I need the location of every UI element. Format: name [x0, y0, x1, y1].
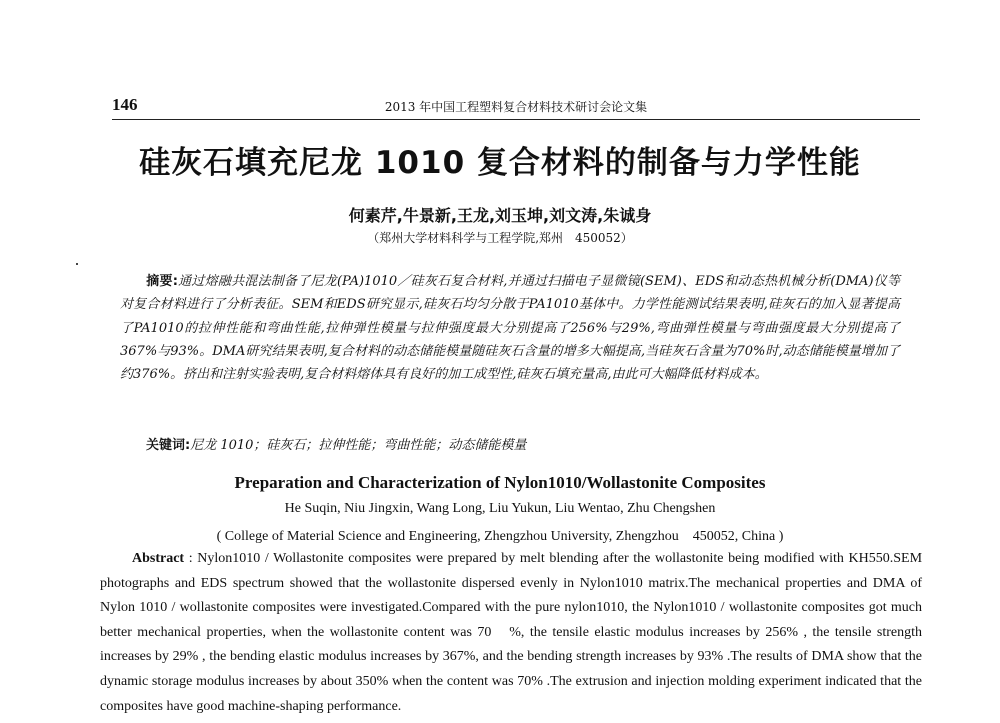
- english-abstract-label: Abstract: [132, 551, 185, 566]
- english-title: Preparation and Characterization of Nylon1010/Wollastonite Composites: [234, 473, 766, 492]
- chinese-affiliation: （郑州大学材料科学与工程学院,郑州 450052）: [367, 231, 633, 245]
- chinese-abstract-label: 摘要:: [146, 274, 178, 289]
- margin-speck: [76, 263, 78, 265]
- english-affiliation: ( College of Material Science and Engineering, Zhengzhou University, Zhengzhou 450052, China ): [216, 529, 784, 544]
- running-head: [112, 95, 920, 120]
- chinese-title: 硅灰石填充尼龙 1010 复合材料的制备与力学性能: [139, 145, 861, 181]
- chinese-authors: 何素芹,牛景新,王龙,刘玉坤,刘文涛,朱诚身: [348, 206, 652, 225]
- chinese-abstract: [120, 270, 900, 386]
- page-number: 146: [112, 95, 138, 114]
- english-authors: He Suqin, Niu Jingxin, Wang Long, Liu Yukun, Liu Wentao, Zhu Chengshen: [284, 501, 716, 516]
- chinese-abstract-text: 通过熔融共混法制备了尼龙(PA)1010／硅灰石复合材料,并通过扫描电子显微镜(SEM)、EDS和动态热机械分析(DMA)仪等对复合材料进行了分析表征。SEM和EDS研究显示,硅灰石均匀分散于PA1010基体中。力学性能测试结果表明,硅灰石的加入显著提高了PA1010的拉伸性能和弯曲性能,拉伸弹性模量与拉伸强度最大分别提高了256%与29%,弯曲弹性模量与弯曲强度最大分别提高了367%与93%。DMA研究结果表明,复合材料的动态储能模量随硅灰石含量的增多大幅提高,当硅灰石含量为70%时,动态储能模量增加了约376%。挤出和注射实验表明,复合材料熔体具有良好的加工成型性,硅灰石填充量高,由此可大幅降低材料成本。: [120, 274, 900, 383]
- english-abstract: [100, 547, 922, 719]
- chinese-keywords-text: 尼龙 1010；硅灰石；拉伸性能；弯曲性能；动态储能模量: [190, 438, 527, 453]
- english-abstract-text: : Nylon1010 / Wollastonite composites were prepared by melt blending after the wollastonite being modified with KH550.SEM photographs and EDS spectrum showed that the wollastonite dispersed evenly in Nylon1010 matrix.The mechanical properties and DMA of Nylon 1010 / wollastonite composites were investigated.Compared with the pure nylon1010, the Nylon1010 / wollastonite composites got much better mechanical properties, when the wollastonite content was 70 %, the tensile elastic modulus increases by 256% , the tensile strength increases by 29% , the bending elastic modulus increases by 367%, and the bending strength increases by 93% .The results of DMA show that the dynamic storage modulus increases by about 350% when the content was 70% .The extrusion and injection molding experiment indicated that the composites have good machine-shaping performance.: [100, 551, 923, 714]
- chinese-keywords-label: 关键词:: [146, 438, 191, 453]
- journal-name: 2013 年中国工程塑料复合材料技术研讨会论文集: [384, 100, 648, 114]
- chinese-keywords: [146, 434, 906, 453]
